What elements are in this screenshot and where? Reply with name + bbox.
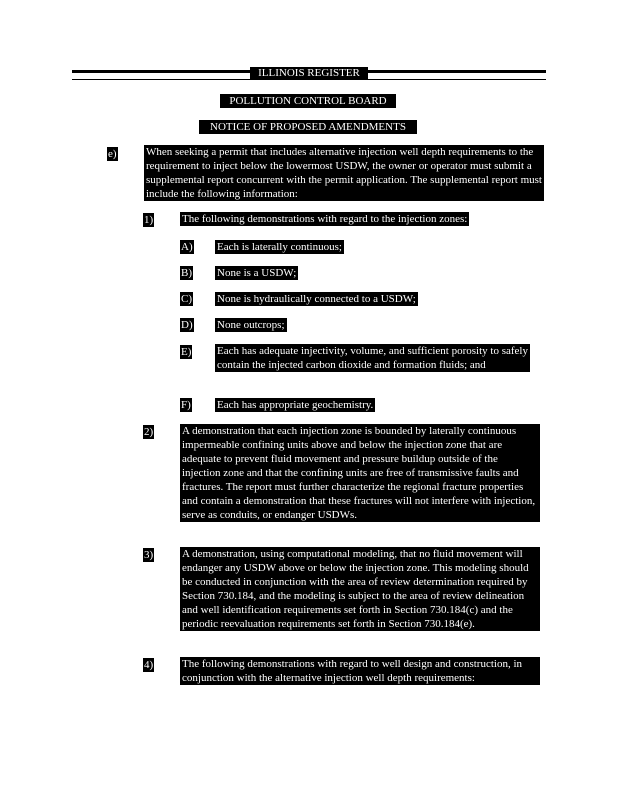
item-1e-text: Each has adequate injectivity, volume, and sufficient porosity to safely contain the injected carbon dioxide and formation fluids; and — [215, 344, 530, 372]
item-2-text: A demonstration that each injection zone is bounded by laterally continuous impermeable confining units above and below the injection zone that are adequate to prevent fluid movement and pressure buildup outside of the injection zone and that the confining units are free of transmissive faults and fractures. The report must further characterize the regional fracture properties and contain a demonstration that these fractures will not interfere with injection, serve as conduits, or endanger USDWs. — [180, 424, 540, 522]
item-4-text: The following demonstrations with regard to well design and construction, in conjunction with the alternative injection well depth requirements: — [180, 657, 540, 685]
register-title: ILLINOIS REGISTER — [250, 67, 368, 80]
item-1f-label: F) — [181, 399, 191, 411]
item-1d-text: None outcrops; — [217, 319, 285, 331]
item-1d-label: D) — [181, 319, 193, 331]
item-3-text: A demonstration, using computational modeling, that no fluid movement will endanger any USDW above or below the injection zone. This modeling should be conducted in conjunction with the area of review determination required by Section 730.184, and the modeling is subject to the area of review delineation and well identification requirements set forth in Section 730.184(c) and the periodic reevaluation requirements set forth in Section 730.184(e). — [180, 547, 540, 631]
item-3-label: 3) — [144, 549, 154, 561]
board-name: POLLUTION CONTROL BOARD — [220, 94, 396, 108]
item-1c-label: C) — [181, 293, 192, 305]
section-e-label: e) — [108, 148, 117, 160]
item-1a-text: Each is laterally continuous; — [217, 241, 342, 253]
item-1c-text: None is hydraulically connected to a USDW; — [217, 293, 416, 305]
item-4-label: 4) — [144, 659, 154, 671]
item-1b-label: B) — [181, 267, 192, 279]
item-1b-text: None is a USDW; — [217, 267, 297, 279]
item-1e-label: E) — [181, 346, 192, 358]
item-1-text: The following demonstrations with regard to the injection zones: — [182, 213, 468, 225]
item-1f-text: Each has appropriate geochemistry. — [217, 399, 374, 411]
section-e-text: When seeking a permit that includes alternative injection well depth requirements to the requirement to inject below the lowermost USDW, the owner or operator must submit a supplemental report concurrent with the permit application. The supplemental report must include the following information: — [146, 146, 542, 200]
item-2-label: 2) — [144, 426, 154, 438]
notice-title: NOTICE OF PROPOSED AMENDMENTS — [199, 120, 417, 134]
item-1a-label: A) — [181, 241, 193, 253]
item-1-label: 1) — [144, 214, 154, 226]
